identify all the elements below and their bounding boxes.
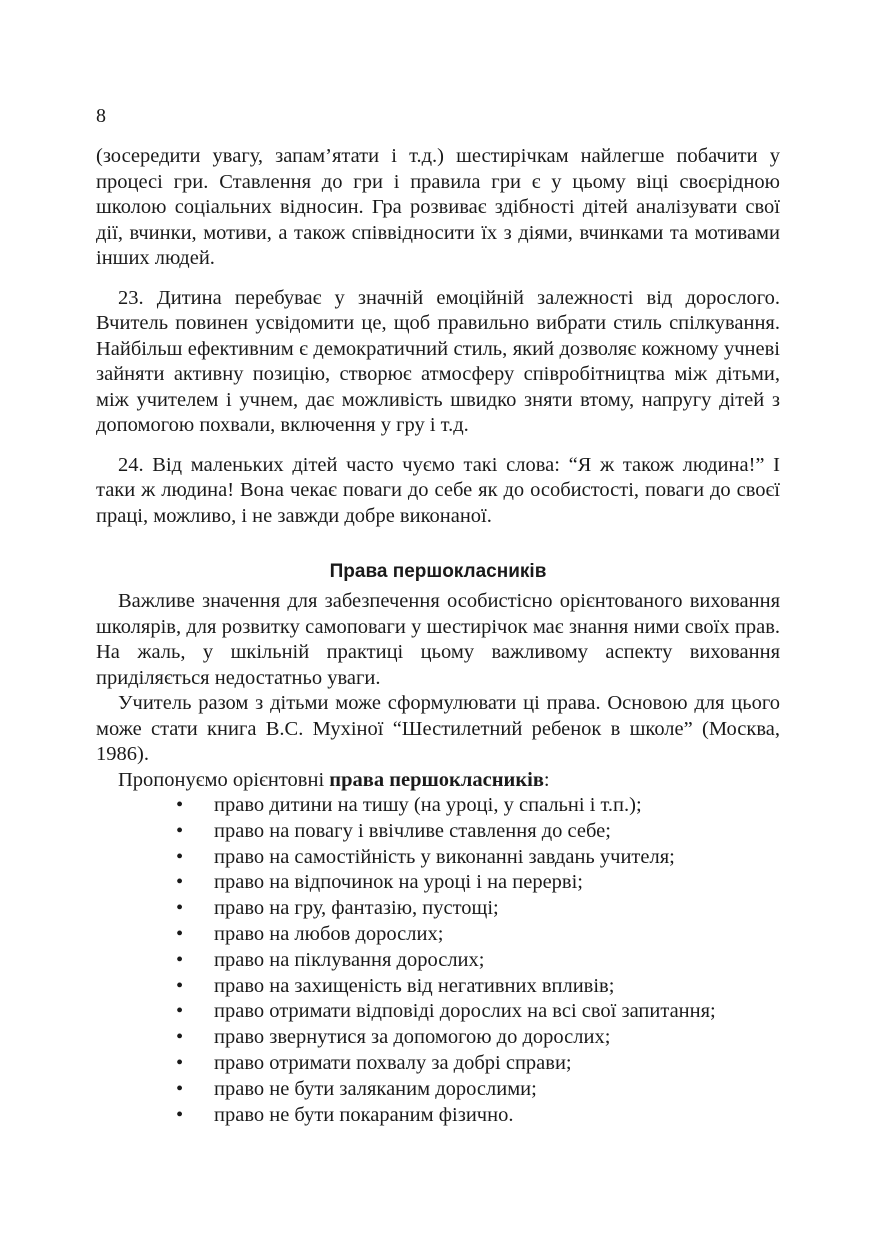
page-number: 8 bbox=[96, 105, 106, 127]
list-item bbox=[176, 1025, 780, 1051]
paragraph-24: 24. Від маленьких дітей часто чуємо такі слова: “Я ж також людина!” І таки ж людина! Вона чекає поваги до себе як до особистості, поваги до своєї праці, можливо, і не завжди добре виконаної. bbox=[96, 453, 780, 527]
rights-intro-bold: права першокласників bbox=[329, 768, 544, 791]
bullet-icon: • bbox=[176, 974, 184, 997]
list-item-text: право на гру, фантазію, пустощі; bbox=[214, 897, 499, 920]
section-paragraph-source: Учитель разом з дітьми може сформулювати ці права. Основою для цього може стати книга В.С. Мухіної “Шестилетний ребенок в школе” (Москва, 1986). bbox=[96, 692, 780, 765]
section-paragraph-importance: Важливе значення для забезпечення особистісно орієнтованого виховання школярів, для розвитку самоповаги у шестирічок має знання ними своїх прав. На жаль, у шкільній практиці цьому важливому аспекту виховання приділяється недостатньо уваги. bbox=[96, 590, 780, 689]
bullet-icon: • bbox=[176, 871, 184, 894]
section-heading: Права першокласників bbox=[329, 561, 547, 582]
list-item bbox=[176, 1077, 780, 1103]
list-item bbox=[176, 819, 780, 845]
list-item bbox=[176, 999, 780, 1025]
list-item bbox=[176, 974, 780, 1000]
paragraph-continuation: (зосередити увагу, запам’ятати і т.д.) шестирічкам найлегше побачити у процесі гри. Ставлення до гри і правила гри є у цьому віці своєрідною школою соціальних відносин. Гра розвиває здібності дітей аналізувати свої дії, вчинки, мотиви, а також співвідносити їх з діями, вчинками та мотивами інших людей. bbox=[96, 145, 780, 269]
list-item bbox=[176, 870, 780, 896]
list-item-text: право не бути заляканим дорослими; bbox=[214, 1077, 537, 1100]
rights-intro-prefix: Пропонуємо орієнтовні bbox=[118, 768, 330, 791]
list-item-text: право отримати похвалу за добрі справи; bbox=[214, 1051, 572, 1074]
bullet-icon: • bbox=[176, 819, 184, 842]
bullet-icon: • bbox=[176, 1051, 184, 1074]
list-item-text: право на піклування дорослих; bbox=[214, 948, 485, 971]
rights-intro-suffix: : bbox=[543, 768, 550, 791]
list-item bbox=[176, 845, 780, 871]
list-item-text: право на повагу і ввічливе ставлення до себе; bbox=[214, 819, 611, 842]
list-item bbox=[176, 948, 780, 974]
bullet-icon: • bbox=[176, 948, 184, 971]
list-item bbox=[176, 1051, 780, 1077]
list-item-text: право на любов дорослих; bbox=[214, 922, 444, 945]
bullet-icon: • bbox=[176, 1026, 184, 1049]
list-item-text: право дитини на тишу (на уроці, у спальні і т.п.); bbox=[214, 794, 642, 816]
list-item bbox=[176, 1103, 780, 1129]
list-item bbox=[176, 896, 780, 922]
list-item-text: право на самостійність у виконанні завдань учителя; bbox=[214, 845, 675, 868]
list-item-text: право на відпочинок на уроці і на перерві; bbox=[214, 871, 583, 894]
list-item-text: право не бути покараним фізично. bbox=[214, 1103, 514, 1126]
bullet-icon: • bbox=[176, 794, 184, 816]
paragraph-23: 23. Дитина перебуває у значній емоційній залежності від дорослого. Вчитель повинен усвідомити це, щоб правильно вибрати стиль спілкування. Найбільш ефективним є демократичний стиль, який дозволяє кожному учневі зайняти активну позицію, створює атмосферу співробітництва між дітьми, між учителем і учнем, дає можливість швидко зняти втому, напругу дітей з допомогою похвали, включення у гру і т.д. bbox=[96, 286, 780, 436]
list-item bbox=[176, 793, 780, 819]
bullet-icon: • bbox=[176, 1000, 184, 1023]
list-item bbox=[176, 922, 780, 948]
list-item-text: право звернутися за допомогою до дорослих; bbox=[214, 1026, 611, 1049]
rights-list bbox=[96, 793, 780, 1128]
page-content bbox=[96, 144, 780, 1128]
bullet-icon: • bbox=[176, 897, 184, 920]
list-item-text: право отримати відповіді дорослих на всі свої запитання; bbox=[214, 1000, 716, 1023]
list-item-text: право на захищеність від негативних впливів; bbox=[214, 974, 615, 997]
bullet-icon: • bbox=[176, 1077, 184, 1100]
bullet-icon: • bbox=[176, 1103, 184, 1126]
rights-intro bbox=[96, 768, 780, 794]
bullet-icon: • bbox=[176, 845, 184, 868]
bullet-icon: • bbox=[176, 922, 184, 945]
